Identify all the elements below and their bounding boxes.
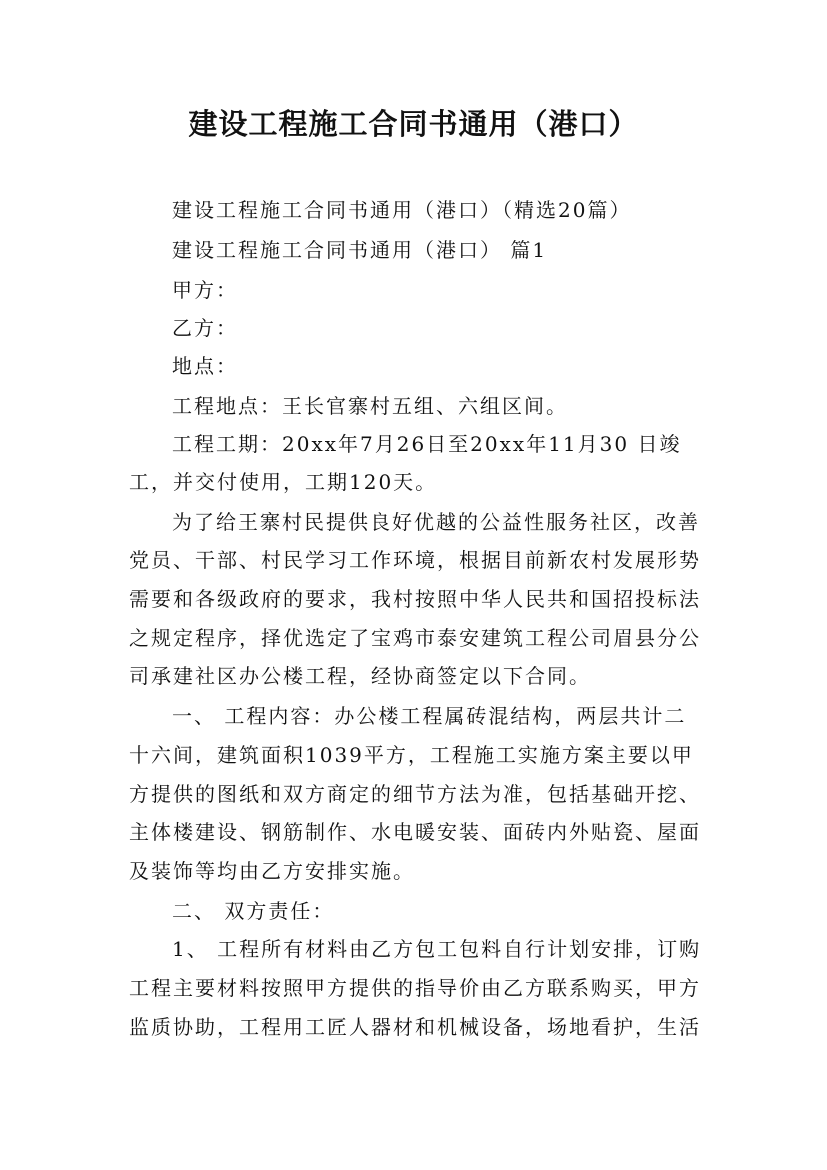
- paragraph-project-period: 工程工期：20xx年7月26日至20xx年11月30 日竣: [172, 432, 682, 456]
- paragraph-location: 地点：: [172, 354, 238, 378]
- paragraph-clause-1: 一、 工程内容：办公楼工程属砖混结构，两层共计二: [172, 704, 687, 728]
- paragraph-clause-1-cont: 方提供的图纸和双方商定的细节方法为准，包括基础开挖、: [129, 782, 701, 806]
- document-title: 建设工程施工合同书通用（港口）: [188, 107, 639, 141]
- paragraph-section-heading: 建设工程施工合同书通用（港口） 篇1: [172, 238, 548, 262]
- paragraph-intro-cont: 司承建社区办公楼工程，经协商签定以下合同。: [129, 664, 591, 688]
- paragraph-project-period-cont: 工，并交付使用，工期120天。: [129, 470, 438, 494]
- paragraph-intro-cont: 党员、干部、村民学习工作环境，根据目前新农村发展形势: [129, 548, 701, 572]
- paragraph-party-a: 甲方：: [172, 278, 238, 302]
- paragraph-intro: 为了给王寨村民提供良好优越的公益性服务社区，改善: [172, 510, 700, 534]
- paragraph-project-location: 工程地点：王长官寨村五组、六组区间。: [172, 394, 568, 418]
- paragraph-intro-cont: 需要和各级政府的要求，我村按照中华人民共和国招投标法: [129, 587, 701, 611]
- paragraph-clause-2-1-cont: 工程主要材料按照甲方提供的指导价由乙方联系购买，甲方: [129, 976, 701, 1000]
- paragraph-clause-2: 二、 双方责任：: [172, 899, 335, 923]
- paragraph-clause-2-1: 1、 工程所有材料由乙方包工包料自行计划安排，订购: [172, 937, 702, 961]
- paragraph-subtitle: 建设工程施工合同书通用（港口）（精选20篇）: [172, 198, 632, 222]
- paragraph-clause-1-cont: 主体楼建设、钢筋制作、水电暖安装、面砖内外贴瓷、屋面: [129, 820, 701, 844]
- paragraph-intro-cont: 之规定程序，择优选定了宝鸡市泰安建筑工程公司眉县分公: [129, 626, 701, 650]
- paragraph-party-b: 乙方：: [172, 316, 238, 340]
- paragraph-clause-2-1-cont: 监质协助，工程用工匠人器材和机械设备，场地看护，生活: [129, 1015, 701, 1039]
- paragraph-clause-1-cont: 及装饰等均由乙方安排实施。: [129, 859, 415, 883]
- paragraph-clause-1-cont: 十六间，建筑面积1039平方，工程施工实施方案主要以甲: [129, 743, 694, 767]
